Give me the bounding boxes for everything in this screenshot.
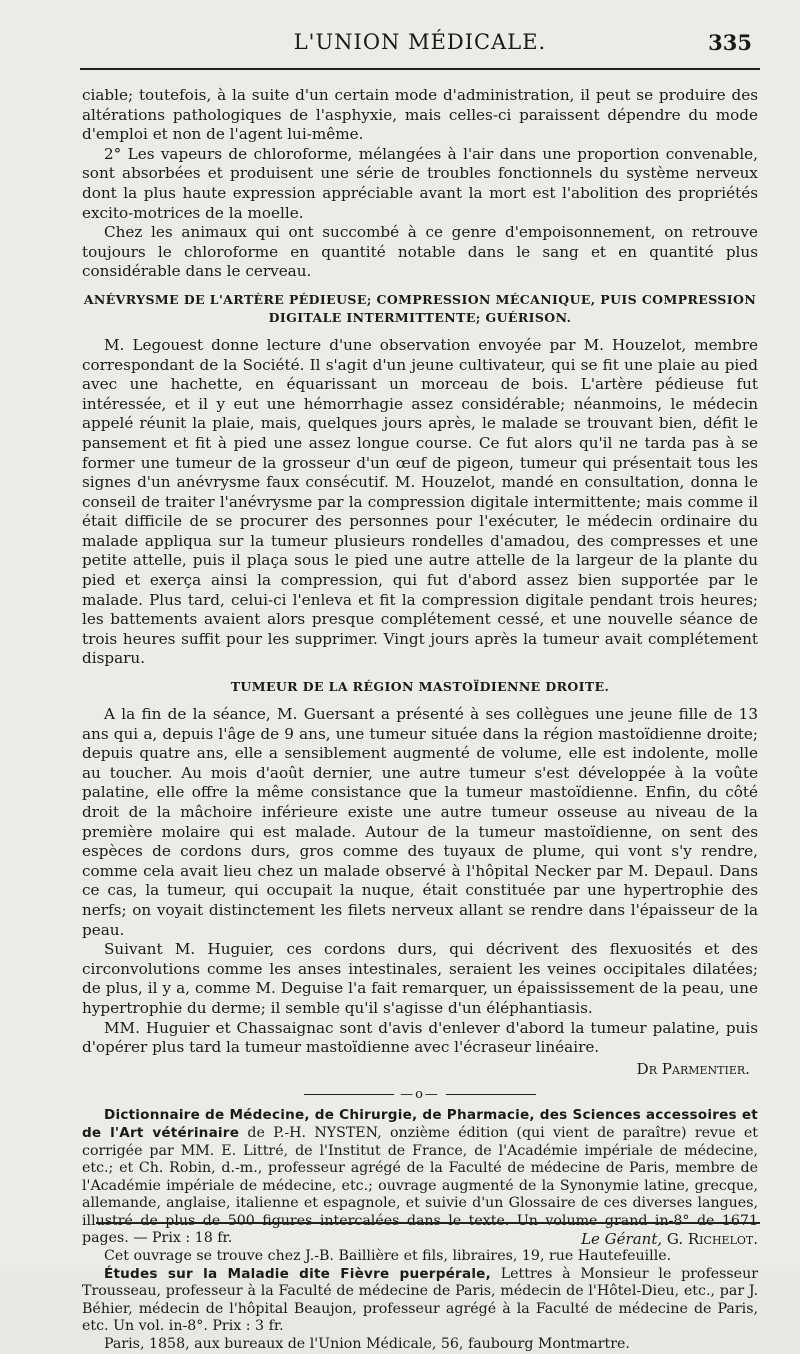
ad-dictionnaire-text: de P.-H. NYSTEN, onzième édition (qui vient de paraître) revue et corrigée par MM. E. Littré, de l'Institut de France, de l'Académie impériale de médecine, etc.; et Ch. Robin, d.-m., professeur agrégé de la Faculté de médecine de Paris, membre de l'Académie impériale de médecine, etc.; ouvrage augmenté de la Synonymie latine, grecque, allemande, anglaise, italienne et espagnole, et suivie d'un Glossaire de ces diverses langues, illustré de plus de 500 figures intercalées dans le texte. Un volume grand in-8° de 1671 pages. — Prix : 18 fr. (82, 1124, 758, 1247)
author-signature: Dr Parmentier. (636, 1059, 750, 1078)
paragraph-guersant: A la fin de la séance, M. Guersant a présenté à ses collègues une jeune fille de 13 ans qui a, depuis l'âge de 9 ans, une tumeur située dans la région mastoïdienne droite; depuis quatre ans, elle a sensiblement augmenté de volume, elle est indolente, molle au toucher. Au mois d'août dernier, une autre tumeur s'est développée à la voûte palatine, elle offre la même consistance que la tumeur mastoïdienne. Enfin, du côté droit de la mâchoire inférieure existe une autre tumeur osseuse au niveau de la première molaire qui est malade. Autour de la tumeur mastoïdienne, on sent des espèces de cordons durs, gros comme des tuyaux de plume, qui vont s'y rendre, comme cela avait lieu chez un malade observé à l'hôpital Necker par M. Depaul. Dans ce cas, la tumeur, qui occupait la nuque, était constituée par une hypertrophie des nerfs; on voyait distinctement les filets nerveux allant se rendre dans l'épaisseur de la peau. (82, 705, 758, 939)
paragraph-continuation: ciable; toutefois, à la suite d'un certain mode d'administration, il peut se produire des altérations pathologiques de l'asphyxie, mais celles-ci paraissent dépendre du mode d'emploi et non de l'agent lui-même. (82, 86, 758, 144)
ad-dictionnaire-note: Cet ouvrage se trouve chez J.-B. Baillière et fils, libraires, 19, rue Hautefeuille. (104, 1248, 672, 1265)
article-body (82, 86, 758, 1354)
ad-etudes (82, 1266, 758, 1336)
page-number: 335 (708, 30, 752, 55)
section-ornament (82, 1087, 758, 1101)
footer-rule (96, 1222, 760, 1224)
ornament-line-right (446, 1094, 536, 1095)
ad-etudes-text: Lettres à Monsieur le professeur Trousseau, professeur à la Faculté de médecine de Paris, médecin de l'Hôtel-Dieu, etc., par J. Béhier, médecin de l'hôpital Beaujon, professeur agrégé à la Faculté de médecine de Paris, etc. Un vol. in-8°. Prix : 3 fr. (82, 1265, 759, 1335)
ad-etudes-title: Études sur la Maladie dite Fièvre puerpérale, (104, 1265, 491, 1282)
page-header (80, 30, 760, 66)
ornament-glyph: —o— (400, 1086, 440, 1102)
paragraph-chassaignac: MM. Huguier et Chassaignac sont d'avis d'enlever d'abord la tumeur palatine, puis d'opérer plus tard la tumeur mastoïdienne avec l'écraseur linéaire. (82, 1018, 758, 1057)
section-heading-aneurysm: ANÉVRYSME DE L'ARTÈRE PÉDIEUSE; COMPRESSION MÉCANIQUE, PUIS COMPRESSION DIGITALE INTERMITTENTE; GUÉRISON. (83, 291, 757, 325)
header-rule (80, 68, 760, 70)
paragraph-legouest: M. Legouest donne lecture d'une observation envoyée par M. Houzelot, membre correspondant de la Société. Il s'agit d'un jeune cultivateur, qui se fit une plaie au pied avec une hachette, en équarissant un morceau de bois. L'artère pédieuse fut intéressée, et il y eut une hémorrhagie assez considérable; néanmoins, le médecin appelé réunit la plaie, mais, quelques jours après, le malade se trouvant bien, défit le pansement et fit à pied une assez longue course. Ce fut alors qu'il ne tarda pas à se former une tumeur de la grosseur d'un œuf de pigeon, tumeur qui présentait tous les signes d'un anévrysme faux consécutif. M. Houzelot, mandé en consultation, donna le conseil de traiter l'anévrysme par la compression digitale intermittente; mais comme il était difficile de se procurer des personnes pour l'exécuter, le médecin ordinaire du malade appliqua sur la tumeur plusieurs rondelles d'amadou, des compresses et une petite attelle, puis il plaça sous le pied une autre attelle de la largeur de la plante du pied et exerça ainsi la compression, qui fut d'abord assez bien supportée par le malade. Plus tard, celui-ci l'enleva et fit la compression digitale pendant trois heures; les battements avaient alors presque complétement cessé, et une nouvelle séance de trois heures suffit pour les supprimer. Vingt jours après la tumeur avait complétement disparu. (82, 335, 758, 668)
paragraph-huguier: Suivant M. Huguier, ces cordons durs, qui décrivent des flexuosités et des circonvolutions comme les anses intestinales, seraient les veines occipitales dilatées; de plus, il y a, comme M. Deguise l'a fait remarquer, un épaississement de la peau, une hypertrophie du derme; il semble qu'il s'agisse d'un éléphantiasis. (82, 940, 758, 1017)
ad-etudes-note: Paris, 1858, aux bureaux de l'Union Médicale, 56, faubourg Montmartre. (104, 1336, 630, 1353)
ad-dictionnaire-title: Dictionnaire de Médecine, de Chirurgie, de Pharmacie, des Sciences accessoires et de l'Art vétérinaire (82, 1107, 758, 1141)
page-footer (581, 1230, 758, 1248)
ad-dictionnaire (82, 1107, 758, 1248)
running-title: L'UNION MÉDICALE. (293, 30, 547, 54)
footer-name: G. Richelot. (666, 1230, 758, 1248)
section-heading-mastoid: TUMEUR DE LA RÉGION MASTOÏDIENNE DROITE. (230, 679, 610, 695)
footer-label: Le Gérant, (581, 1230, 663, 1248)
ornament-line-left (304, 1094, 394, 1095)
paragraph-animals: Chez les animaux qui ont succombé à ce genre d'empoisonnement, on retrouve toujours le chloroforme en quantité notable dans le sang et en quantité plus considérable dans le cerveau. (82, 223, 758, 281)
paragraph-conclusion-2: 2° Les vapeurs de chloroforme, mélangées à l'air dans une proportion convenable, sont absorbées et produisent une série de troubles fonctionnels du système nerveux dont la plus haute expression appréciable avant la mort est l'abolition des propriétés excito-motrices de la moelle. (82, 144, 758, 222)
